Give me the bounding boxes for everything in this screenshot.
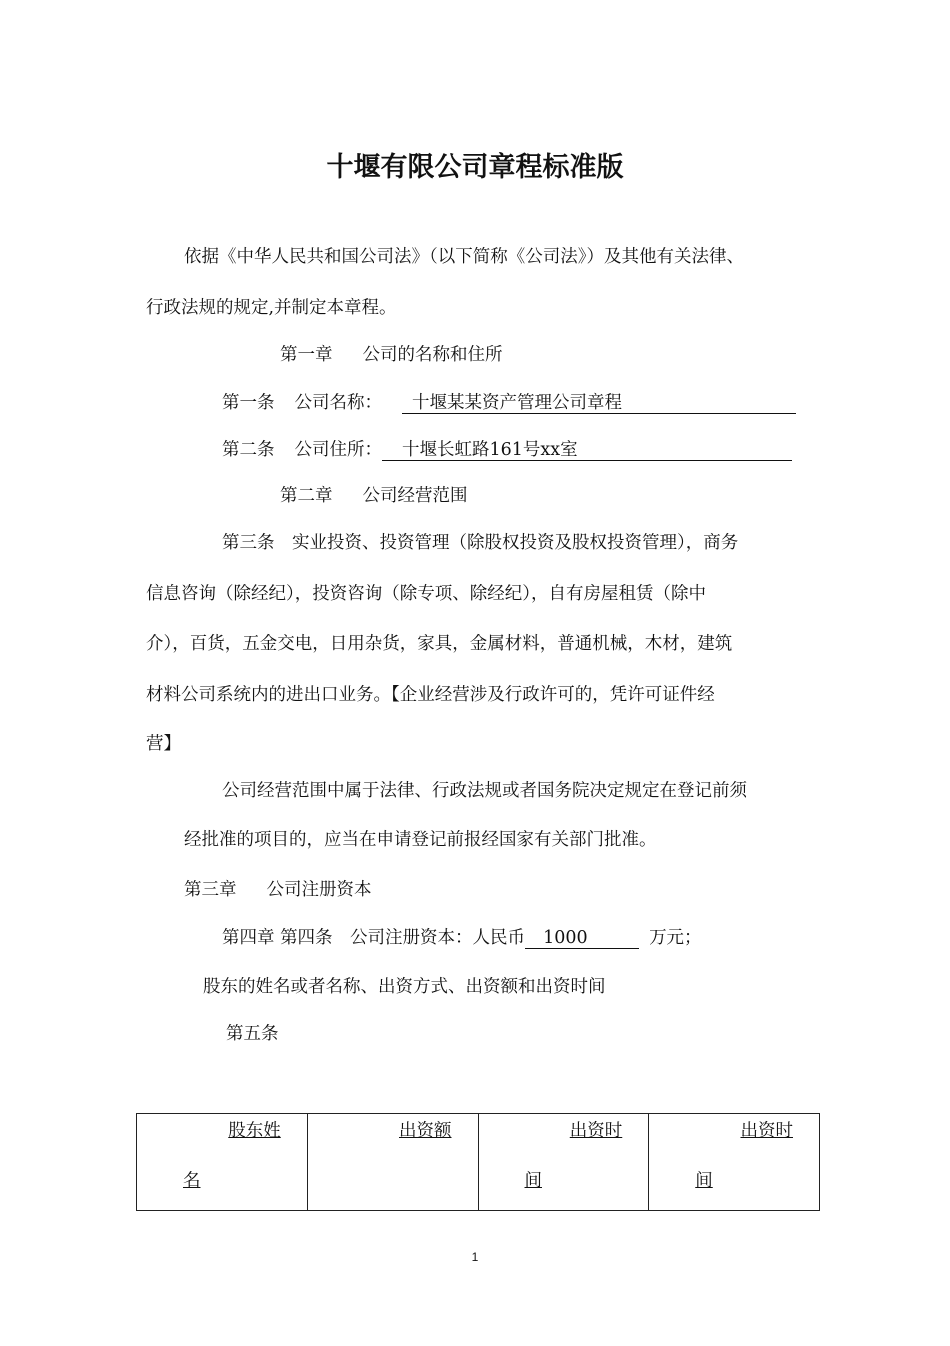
article-1-label: 公司名称： xyxy=(294,393,382,413)
header-contribution-amount-line-1: 出资额 xyxy=(399,1121,452,1141)
article-4 xyxy=(222,927,702,949)
article-3-line-4: 材料公司系统内的进出口业务。【企业经营涉及行政许可的，凭许可证件经 xyxy=(146,685,715,705)
intro-line-1: 依据《中华人民共和国公司法》（以下简称《公司法》）及其他有关法律、 xyxy=(184,247,744,267)
company-address-field xyxy=(382,439,792,461)
page-number: 1 xyxy=(471,1250,479,1264)
header-cell-shareholder-name xyxy=(137,1114,308,1211)
header-cell-contribution-time-2 xyxy=(649,1114,820,1211)
registered-capital-unit: 万元； xyxy=(649,928,702,948)
header-shareholder-name-line-1: 股东姓 xyxy=(228,1121,281,1141)
article-2-number: 第二条 xyxy=(222,440,275,460)
header-shareholder-name-line-2: 名 xyxy=(183,1171,201,1191)
article-1 xyxy=(222,392,796,414)
registered-capital-field xyxy=(525,927,639,949)
header-cell-contribution-time-1 xyxy=(478,1114,649,1211)
table-header-row xyxy=(137,1114,820,1211)
article-3-line-5: 营】 xyxy=(146,734,181,754)
intro-line-2: 行政法规的规定,并制定本章程。 xyxy=(146,298,397,318)
shareholder-table xyxy=(136,1113,820,1211)
article-4-prefix: 第四章 第四条 公司注册资本：人民币 xyxy=(222,928,526,948)
header-contribution-time-1-line-1: 出资时 xyxy=(569,1121,623,1141)
chapter-1-title: 公司的名称和住所 xyxy=(362,345,503,365)
header-cell-contribution-amount xyxy=(307,1114,478,1211)
article-2 xyxy=(222,439,792,461)
article-3-line-2: 信息咨询（除经纪），投资咨询（除专项、除经纪），自有房屋租赁（除中 xyxy=(146,584,706,604)
company-name-field xyxy=(402,392,796,414)
registered-capital-amount: 1000 xyxy=(543,928,588,948)
chapter-2-number: 第二章 xyxy=(280,486,333,506)
article-3-line-1: 第三条 实业投资、投资管理（除股权投资及股权投资管理），商务 xyxy=(222,533,739,553)
article-1-number: 第一条 xyxy=(222,393,275,413)
article-5: 第五条 xyxy=(226,1024,279,1044)
chapter-1-number: 第一章 xyxy=(280,345,333,365)
company-name-value: 十堰某某资产管理公司章程 xyxy=(412,393,622,413)
scope-note-line-2: 经批准的项目的，应当在申请登记前报经国家有关部门批准。 xyxy=(184,830,657,850)
chapter-2-heading xyxy=(280,485,468,507)
header-contribution-time-2-line-1: 出资时 xyxy=(740,1121,793,1141)
chapter-3-heading xyxy=(184,879,372,901)
shareholder-heading: 股东的姓名或者名称、出资方式、出资额和出资时间 xyxy=(203,977,606,997)
article-3-line-3: 介），百货，五金交电，日用杂货，家具，金属材料，普通机械，木材，建筑 xyxy=(146,634,733,654)
article-2-label: 公司住所： xyxy=(294,440,382,460)
chapter-2-title: 公司经营范围 xyxy=(362,486,468,506)
document-title: 十堰有限公司章程标准版 xyxy=(326,152,624,183)
header-contribution-time-1-line-2: 间 xyxy=(524,1171,542,1191)
chapter-3-number: 第三章 xyxy=(184,880,237,900)
company-address-value: 十堰长虹路161号xx室 xyxy=(402,440,578,460)
header-contribution-time-2-line-2: 间 xyxy=(695,1171,713,1191)
chapter-3-title: 公司注册资本 xyxy=(266,880,372,900)
chapter-1-heading xyxy=(280,344,503,366)
scope-note-line-1: 公司经营范围中属于法律、行政法规或者国务院决定规定在登记前须 xyxy=(222,781,747,801)
